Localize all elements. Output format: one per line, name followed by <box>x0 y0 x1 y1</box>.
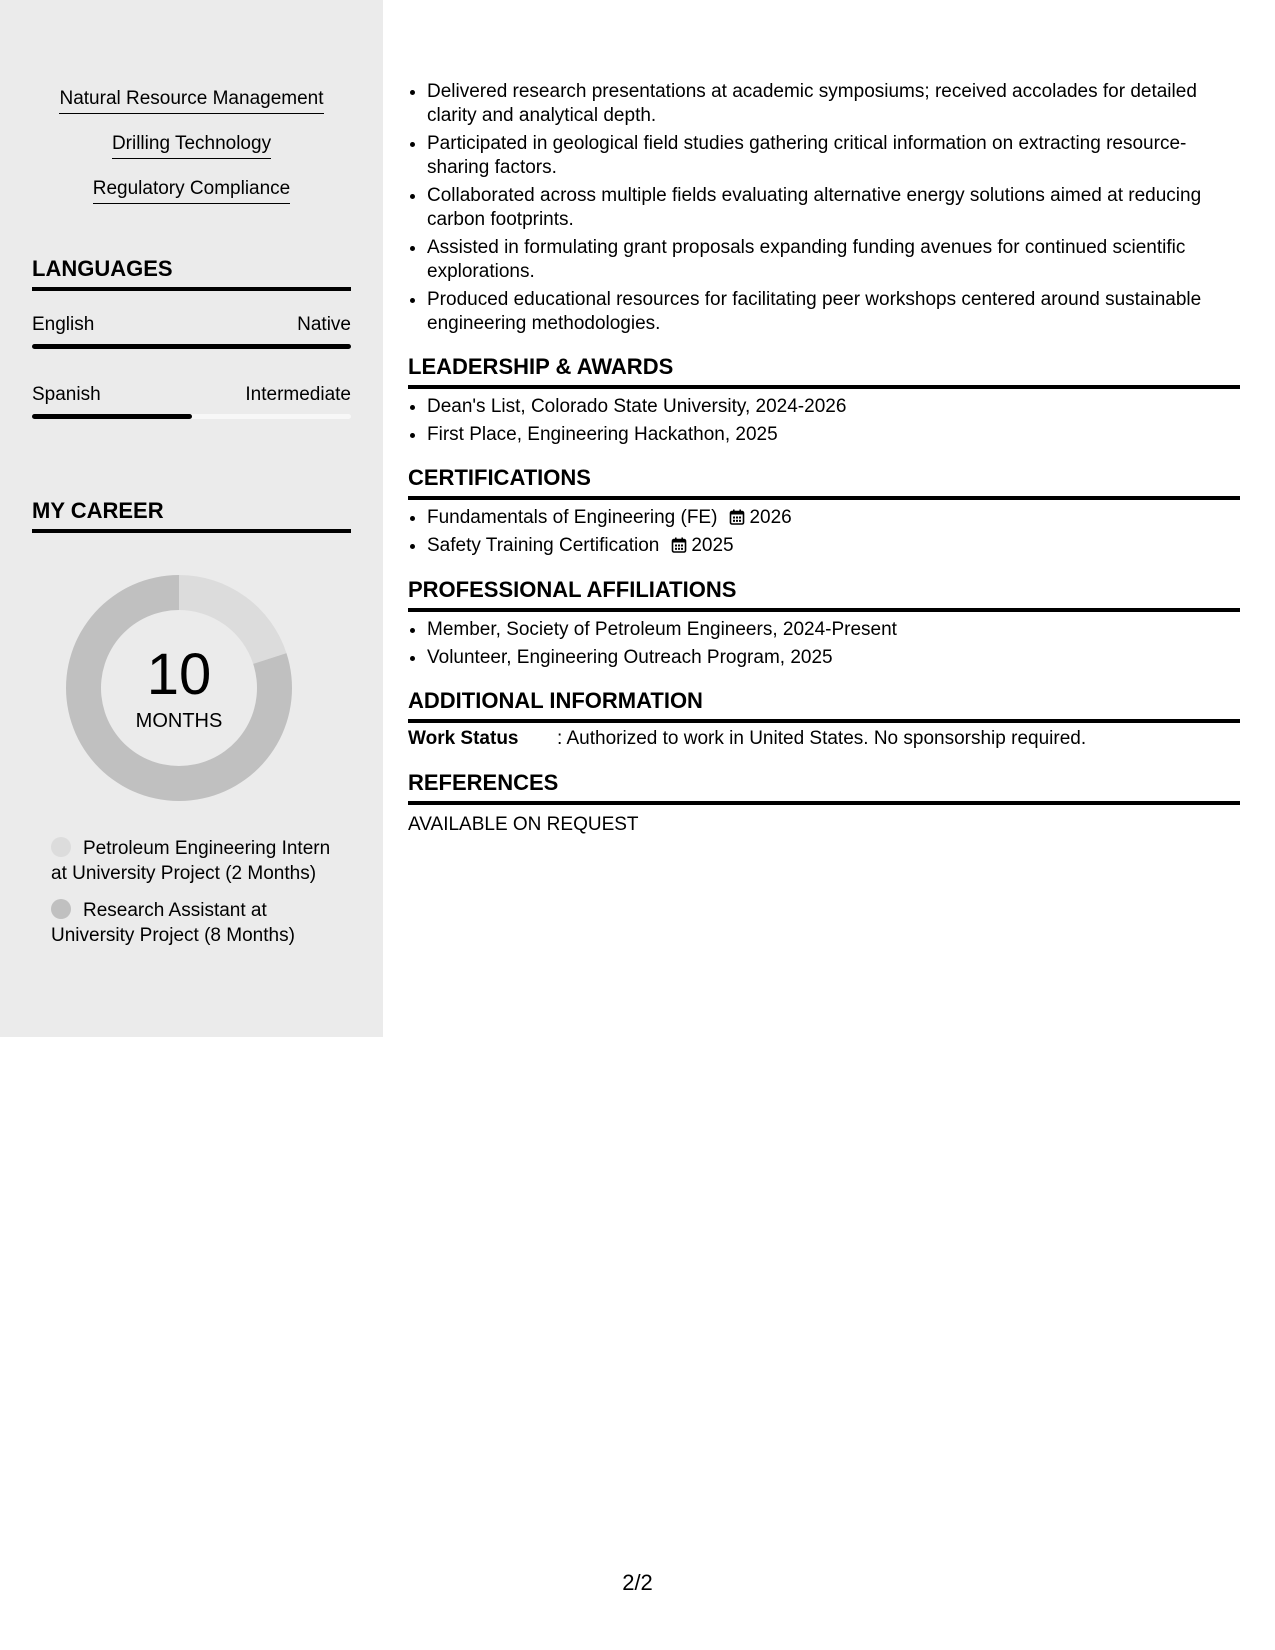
career-total <box>66 575 292 801</box>
list-item: • Assisted in formulating grant proposals expanding funding avenues for continued scientific explorations. <box>427 236 1240 284</box>
certification-year: 2025 <box>691 535 734 556</box>
language-level: Native <box>297 314 351 335</box>
affiliations-list <box>408 618 1240 674</box>
work-status-label: Work Status <box>408 728 519 749</box>
language-name: English <box>32 314 95 335</box>
certifications-heading: CERTIFICATIONS <box>408 465 1240 500</box>
career-total-number: 10 <box>146 642 212 707</box>
skill-label: Regulatory Compliance <box>93 178 291 204</box>
legend-dot-icon <box>51 837 71 857</box>
career-legend-item <box>51 836 341 886</box>
list-item: • First Place, Engineering Hackathon, 2025 <box>427 423 1240 447</box>
page-number: 2/2 <box>622 1570 653 1595</box>
list-item: • Produced educational resources for facilitating peer workshops centered around sustainable engineering methodologies. <box>427 288 1240 336</box>
leadership-heading: LEADERSHIP & AWARDS <box>408 354 1240 389</box>
certifications-list <box>408 506 1240 562</box>
calendar-icon <box>729 509 745 525</box>
languages-heading: LANGUAGES <box>32 256 351 291</box>
calendar-icon <box>671 537 687 553</box>
career-legend-label: Petroleum Engineering Intern at University Project (2 Months) <box>51 838 331 884</box>
references-text: AVAILABLE ON REQUEST <box>408 814 639 835</box>
career-total-unit: MONTHS <box>135 710 223 732</box>
career-legend-label: Research Assistant at University Project (8 Months) <box>51 900 295 946</box>
language-proficiency-bar <box>32 344 351 349</box>
career-legend-item <box>51 898 341 948</box>
work-status-value: : Authorized to work in United States. No sponsorship required. <box>557 728 1087 749</box>
sidebar <box>0 0 383 1037</box>
list-item: • Member, Society of Petroleum Engineers, 2024-Present <box>427 618 1240 642</box>
legend-dot-icon <box>51 899 71 919</box>
language-proficiency-fill <box>32 344 351 349</box>
skill-item <box>0 133 383 159</box>
certification-name: Safety Training Certification <box>427 535 660 556</box>
work-status-row <box>408 728 1086 750</box>
language-proficiency-bar <box>32 414 351 419</box>
list-item: • Volunteer, Engineering Outreach Program, 2025 <box>427 646 1240 670</box>
language-level: Intermediate <box>245 384 351 405</box>
skill-item <box>0 88 383 114</box>
language-proficiency-fill <box>32 414 192 419</box>
language-name: Spanish <box>32 384 101 405</box>
experience-bullets <box>408 80 1240 340</box>
skill-label: Drilling Technology <box>112 133 271 159</box>
list-item: • Collaborated across multiple fields evaluating alternative energy solutions aimed at reducing carbon footprints. <box>427 184 1240 232</box>
list-item: • Participated in geological field studies gathering critical information on extracting resource-sharing factors. <box>427 132 1240 180</box>
affiliations-heading: PROFESSIONAL AFFILIATIONS <box>408 577 1240 612</box>
career-heading: MY CAREER <box>32 498 351 533</box>
certification-name: Fundamentals of Engineering (FE) <box>427 507 718 528</box>
certification-year: 2026 <box>749 507 792 528</box>
leadership-list <box>408 395 1240 451</box>
skill-label: Natural Resource Management <box>59 88 323 114</box>
language-row <box>32 314 351 336</box>
list-item: • Delivered research presentations at academic symposiums; received accolades for detailed clarity and analytical depth. <box>427 80 1240 128</box>
list-item: • Dean's List, Colorado State University, 2024-2026 <box>427 395 1240 419</box>
skill-item <box>0 178 383 204</box>
certification-item <box>427 534 1240 558</box>
additional-info-heading: ADDITIONAL INFORMATION <box>408 688 1240 723</box>
certification-item <box>427 506 1240 530</box>
language-row <box>32 384 351 406</box>
references-heading: REFERENCES <box>408 770 1240 805</box>
